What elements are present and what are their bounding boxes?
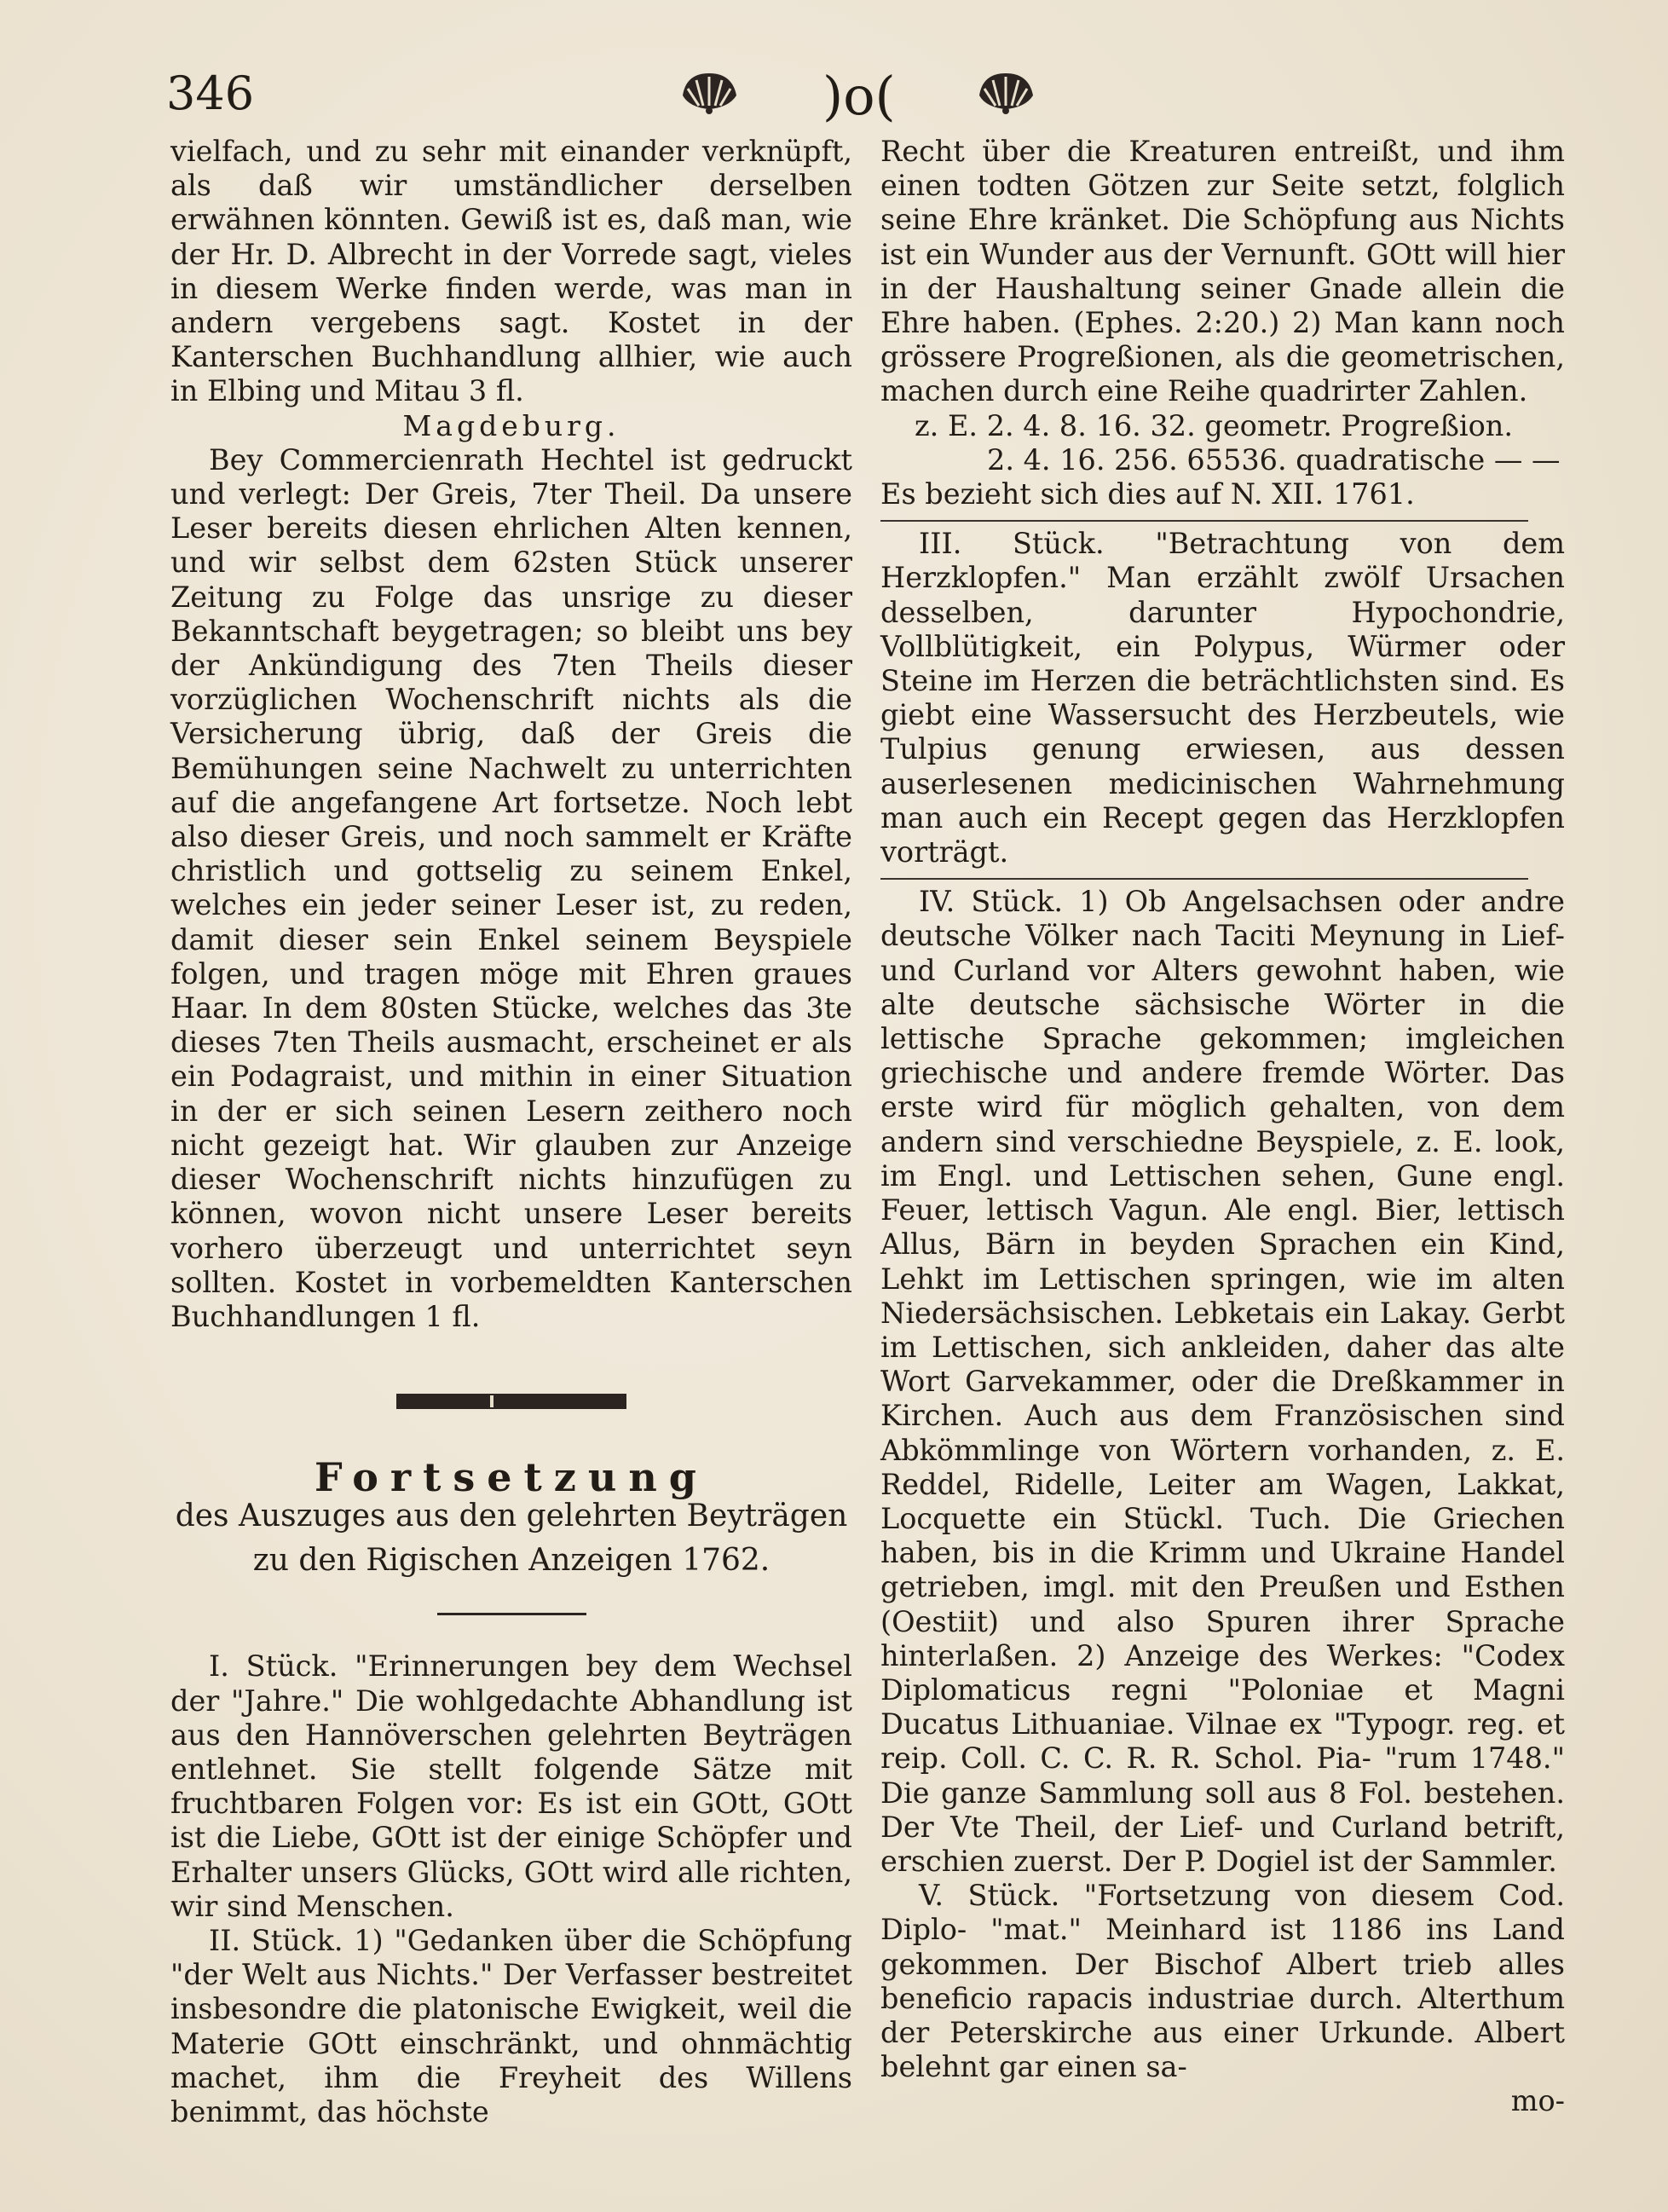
paragraph-stueck-4: IV. Stück. 1) Ob Angelsachsen oder andre deutsche Völker nach Taciti Meynung in Lief- und Curland vor Alters gewohnt haben, wie alte deutsche sächsische Wörter in die lettische Sprache gekommen; imgleichen griechische und andere fremde Wörter. Das erste wird für möglich gehalten, von dem andern sind verschiedne Beyspiele, z. E. look, im Engl. und Lettischen sehen, Gune engl. Feuer, lettisch Vagun. Ale engl. Bier, lettisch Allus, Bärn in beyden Sprachen ein Kind, Lehkt im Lettischen springen, wie im alten Niedersächsischen. Lebketais ein Lakay. Gerbt im Lettischen, sich ankleiden, daher das alte Wort Garvekammer, oder die Dreßkammer in Kirchen. Auch aus dem Französischen sind Abkömmlinge von Wörtern vorhanden, z. E. Reddel, Ridelle, Leiter am Wagen, Lakkat, Locquette ein Stückl. Tuch. Die Griechen haben, bis in die Krimm und Ukraine Handel getrieben, imgl. mit den Preußen und Esthen (Oestiit) und also Spuren ihrer Sprache hinterlaßen. 2) Anzeige des Werkes: "Codex Diplomaticus regni "Poloniae et Magni Ducatus Lithuaniae. Vilnae ex "Typogr. reg. et reip. Coll. C. C. R. R. Schol. Pia- "rum 1748." Die ganze Sammlung soll aus 8 Fol. bestehen. Der Vte Theil, der Lief- und Curland betrift, erschien zuerst. Der P. Dogiel ist der Sammler. — [880, 885, 1565, 1878]
paragraph-stueck-5: V. Stück. "Fortsetzung von diesem Cod. Diplo- "mat." Meinhard ist 1186 ins Land gekommen. Der Bischof Albert trieb alles beneficio rapacis industriae durch. Alterthum der Peterskirche aus einer Urkunde. Albert belehnt gar einen sa- — [880, 1879, 1565, 2084]
column-rule — [880, 520, 1528, 522]
paragraph-albrecht: vielfach, und zu sehr mit einander verknüpft, als daß wir umständlicher derselben erwähnen könnten. Gewiß ist es, daß man, wie der Hr. D. Albrecht in der Vorrede sagt, vieles in diesem Werke finden werde, was man in andern vergebens sagt. Kostet in der Kanterschen Buchhandlung allhier, wie auch in Elbing und Mitau 3 fl. — [170, 135, 852, 408]
paragraph-stueck-2: II. Stück. 1) "Gedanken über die Schöpfung "der Welt aus Nichts." Der Verfasser bestreitet insbesondre die platonische Ewigkeit, weil die Materie GOtt einschränkt, und ohnmächtig machet, ihm die Freyheit des Willens benimmt, das höchste — [170, 1923, 852, 2128]
catchword: mo- — [1510, 2084, 1565, 2118]
center-mark: )o( — [822, 65, 896, 127]
article-title: Fortsetzung — [315, 1454, 708, 1501]
paragraph-schoepfung-cont: Recht über die Kreaturen entreißt, und ihm einen todten Götzen zur Seite setzt, folglich seine Ehre kränket. Die Schöpfung aus Nichts ist ein Wunder aus der Vernunft. GOtt will hier in der Haushaltung seiner Gnade allein die Ehre haben. (Ephes. 2:20.) 2) Man kann noch grössere Progreßionen, als die geometrischen, machen durch eine Reihe quadrirter Zahlen. — [880, 135, 1565, 408]
thin-divider — [437, 1613, 586, 1615]
paragraph-stueck-1: I. Stück. "Erinnerungen bey dem Wechsel der "Jahre." Die wohlgedachte Abhandlung ist aus den Hannöverschen gelehrten Beyträgen entlehnet. Sie stellt folgende Sätze mit fruchtbaren Folgen vor: Es ist ein GOtt, GOtt ist die Liebe, GOtt ist der einige Schöpfer und Erhalter unsers Glücks, GOtt wird alle richten, wir sind Menschen. — [170, 1649, 852, 1923]
paragraph-stueck-3: III. Stück. "Betrachtung von dem Herzklopfen." Man erzählt zwölf Ursachen desselben, darunter Hypochondrie, Vollblütigkeit, ein Polypus, Würmer oder Steine im Herzen die beträchtlichsten sind. Es giebt eine Wassersucht des Herzbeutels, wie Tulpius genung erwiesen, aus dessen auserlesenen medicinischen Wahrnehmung man auch ein Recept gegen das Herzklopfen vorträgt. — [880, 527, 1565, 869]
right-column — [880, 135, 1565, 2119]
paragraph-greis: Bey Commercienrath Hechtel ist gedruckt und verlegt: Der Greis, 7ter Theil. Da unsere Leser bereits diesen ehrlichen Alten kennen, und wir selbst dem 62sten Stück unserer Zeitung zu Folge das unsrige zu dieser Bekanntschaft beygetragen; so bleibt uns bey der Ankündigung des 7ten Theils dieser vorzüglichen Wochenschrift nichts als die Versicherung übrig, daß der Greis die Bemühungen seine Nachwelt zu unterrichten auf die angefangene Art fortsetze. Noch lebt also dieser Greis, und noch sammelt er Kräfte christlich und gottselig zu seinem Enkel, welches ein jeder seiner Leser ist, zu reden, damit dieser sein Enkel seinem Beyspiele folgen, und tragen möge mit Ehren graues Haar. In dem 80sten Stücke, welches das 3te dieses 7ten Theils ausmacht, erscheinet er als ein Podagraist, und mithin in einer Situation in der er sich seinen Lesern zeithero noch nicht gezeigt hat. Wir glauben zur Anzeige dieser Wochenschrift nichts hinzufügen zu können, wovon nicht unsere Leser bereits vorhero überzeugt und unterrichtet seyn sollten. Kostet in vorbemeldten Kanterschen Buchhandlungen 1 fl. — [170, 442, 852, 1333]
shell-ornament-icon — [974, 70, 1038, 114]
progression-line-geometric: z. E. 2. 4. 8. 16. 32. geometr. Progreßion. — [915, 408, 1513, 442]
shell-ornament-icon — [678, 70, 742, 114]
progression-line-quadratic: 2. 4. 16. 256. 65536. quadratische — — — [987, 442, 1561, 476]
left-column — [170, 135, 852, 2129]
section-title-magdeburg: Magdeburg. — [402, 408, 620, 442]
column-rule — [880, 878, 1528, 880]
reference-line: Es bezieht sich dies auf N. XII. 1761. — [880, 477, 1415, 511]
page-number: 346 — [166, 66, 255, 120]
page-header — [166, 60, 1564, 127]
article-subtitle: des Auszuges aus den gelehrten Beyträgen zu den Rigischen Anzeigen 1762. — [175, 1499, 848, 1579]
ornamental-divider — [396, 1394, 626, 1409]
